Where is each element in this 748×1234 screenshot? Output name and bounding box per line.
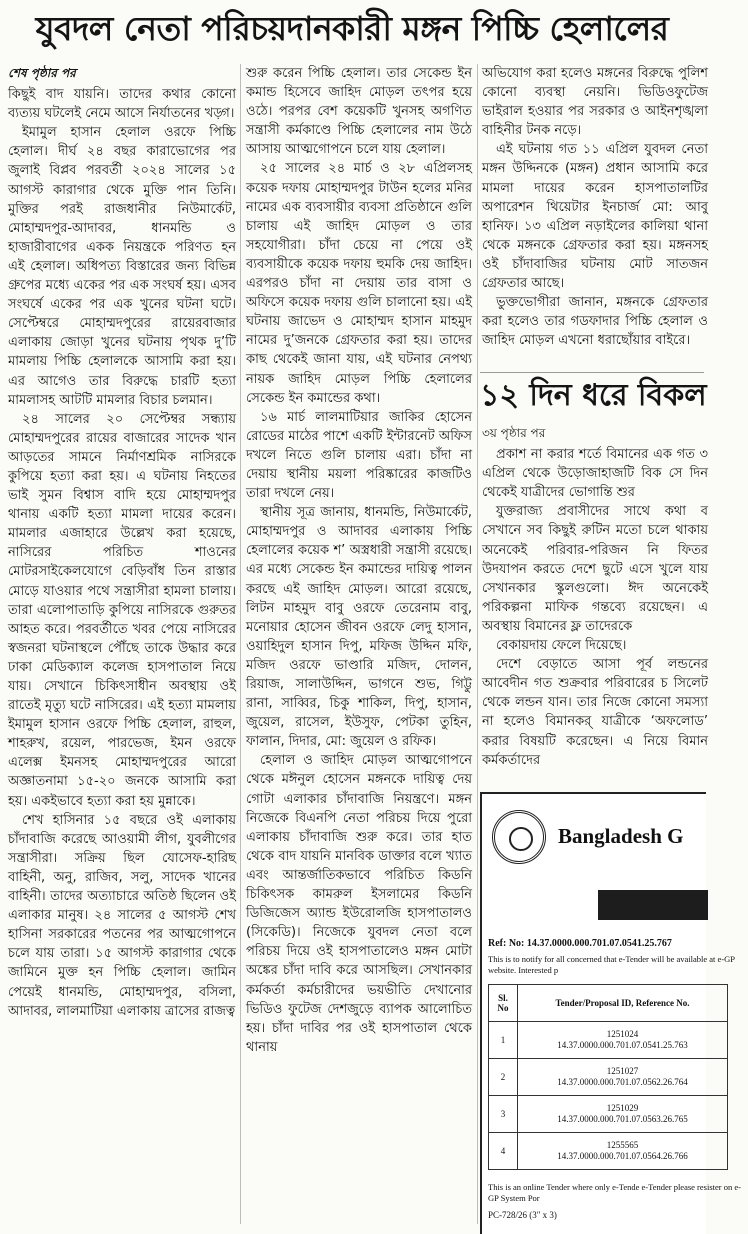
table-cell-sl: 3 — [489, 1096, 518, 1133]
ad-pc-number: PC-728/26 (3" x 3) — [488, 1210, 557, 1220]
tender-advertisement — [480, 792, 741, 1234]
paragraph: শেখ হাসিনার ১৫ বছরে ওই এলাকায় চাঁদাবাজি করেছে আওয়ামী লীগ, যুবলীগের সন্ত্রাসীরা। সক্রিয় ছিল যোসেফ-হারিছ বাহিনী, অনু, রাজিব, সলু, সাদেক খানের বাহিনী। তাদের অত্যাচারে অতিষ্ঠ ছিলেন ওই এলাকার মানুষ। ২৪ সালের ৫ আগস্ট শেখ হাসিনা সরকারের পতনের পর আত্মগোপনে চলে যায় তারা। ১৫ আগস্ট কারাগার থেকে জামিনে মুক্ত হন পিচ্চি হেলাল। জামিন পেয়েই ধানমন্ডি, মোহাম্মদপুর, বসিলা, আদাবর, লালমাটিয়া এলাকায় ত্রাসের রাজত্ব — [8, 812, 236, 1019]
table-cell-sl: 2 — [489, 1059, 518, 1096]
article-column-1 — [8, 64, 236, 1229]
tender-id: 1255565 — [606, 1140, 639, 1150]
tender-ref: 14.37.0000.000.701.07.0562.26.764 — [557, 1077, 688, 1087]
paragraph: ইমামুল হাসান হেলাল ওরফে পিচ্চি হেলাল। দীর্ঘ ২৪ বছর কারাভোগের পর জুলাই বিপ্লব পরবর্তী ২০২৪ সালের ১৫ আগস্ট কারাগার থেকে মুক্তি পান তিনি। মুক্তির পরই রাজধানীর নিউমার্কেট, মোহাম্মদপুর-আদাবর, ধানমন্ডি ও হাজারীবাগের একক নিয়ন্ত্রকে পরিণত হন এই হেলাল। অধিপত্য বিস্তারের জন্য বিভিন্ন গ্রুপের মধ্যে একের পর এক সংঘর্ষ হয়। এসব সংঘর্ষে একের পর এক খুনের ঘটনা ঘটে। সেপ্টেম্বরে মোহাম্মদপুরের রায়েরবাজার এলাকায় জোড়া খুনের ঘটনায় পৃথক দু’টি মামলায় পিচ্চি হেলালকে আসামি করা হয়। এর আগেও তার বিরুদ্ধে চারটি হত্যা মামলাসহ আটটি মামলার বিচার চলমান। — [8, 125, 236, 408]
paragraph: হেলাল ও জাহিদ মোড়ল আত্মগোপনে থেকে মঈনুল হোসেন মঙ্গনকে দায়িত্ব দেয় গোটা এলাকার চাঁদাবাজি নিয়ন্ত্রণে। মঙ্গন নিজেকে বিএনপি নেতা পরিচয় দিয়ে পুরো এলাকায় চাঁদাবাজি শুরু করে। তার হাত থেকে বাদ যায়নি মানবিক ডাক্তার বলে খ্যাত এবং আন্তর্জাতিকভাবে পরিচিত কিডনি চিকিৎসক কামরুল ইসলামের কিডনি ডিজিজেস অ্যান্ড ইউরোলজি হাসপাতালও (সিকেডি)। নিজেকে যুবদল নেতা বলে পরিচয় দিয়ে ওই হাসপাতালেও মঙ্গন মোটা অঙ্কের চাঁদা দাবি করে আসছিল। সেখানকার কর্মকর্তা কর্মচারীদের ভয়ভীতি দেখানোর ভিডিও ফুটেজ দেশজুড়ে ব্যাপক আলোচিত হয়। চাঁদা দাবির পর ওই হাসপাতাল থেকে থানায় — [246, 753, 472, 1055]
table-row — [489, 1022, 728, 1059]
tender-id: 1251024 — [606, 1029, 639, 1039]
column-divider — [240, 64, 241, 1224]
ad-footnote: This is an online Tender where only e-Tende e-Tender please resister on e-GP System Por — [488, 1182, 741, 1203]
paragraph: ১৬ মার্চ লালমাটিয়ার জাকির হোসেন রোডের মাঠের পাশে একটি ইন্টারনেট অফিস দখলে নিতে গুলি চালায় এরা। চাঁদা না দেয়ায় স্থানীয় ময়লা পরিষ্কারের কাজটিও তারা দখলে নেয়। — [246, 409, 472, 502]
paragraph: শুরু করেন পিচ্চি হেলাল। তার সেকেন্ড ইন কমান্ড হিসেবে জাহিদ মোড়ল তৎপর হয়ে ওঠে। পরপর বেশ কয়েকটি খুনসহ অগণিত সন্ত্রাসী কর্মকাণ্ডে পিচ্চি হেলালের নাম উঠে আসায় আত্মগোপনে চলে যায় হেলাল। — [246, 66, 472, 158]
second-article-kicker: ৩য় পৃষ্ঠার পর — [482, 426, 546, 440]
second-article-column — [482, 424, 708, 786]
paragraph: ২৫ সালের ২৪ মার্চ ও ২৮ এপ্রিলসহ কয়েক দফায় মোহাম্মদপুর টাউন হলের মনির নামের এক ব্যবসায়ীর ব্যবসা প্রতিষ্ঠানে গুলি চালায় এই জাহিদ মোড়ল ও তার সহযোগীরা। চাঁদা চেয়ে না পেয়ে ওই ব্যবসায়ীকে কয়েক দফায় হুমকি দেয় জাহিদ। এরপরও চাঁদা না দেয়ায় তার বাসা ও অফিসে কয়েক দফায় গুলি চালানো হয়। এই ঘটনায় জাভেদ ও মোহাম্মদ হাসান মাহমুদ নামের দু’জনকে গ্রেফতার করা হয়। তাদের কাছ থেকেই জানা যায়, এই ঘটনার নেপথ্য নায়ক জাহিদ মোড়ল পিচ্চি হেলালের সেকেন্ড ইন কমান্ডের কথা। — [246, 161, 472, 406]
ad-intro: This is to notify for all concerned that e-Tender will be available at e-GP website. Interested p — [488, 954, 735, 975]
tender-id: 1251027 — [606, 1066, 639, 1076]
table-cell-id — [518, 1133, 728, 1170]
table-cell-sl: 1 — [489, 1022, 518, 1059]
table-row — [489, 1096, 728, 1133]
table-header-row — [489, 985, 728, 1022]
paragraph: দেশে বেড়াতে আসা পূর্ব লন্ডনের আবেদীন গত শুক্রবার পরিবারের চ সিলেট থেকে লন্ডন যান। তার নিজে কোনো সমস্যা না হলেও বিমানকর্ যাত্রীকে ‘অফলোড’ করার বিষয়টি করেছেন। এ নিয়ে বিমান কর্মকর্তাদের — [482, 657, 708, 768]
paragraph: অভিযোগ করা হলেও মঙ্গনের বিরুদ্ধে পুলিশ কোনো ব্যবস্থা নেয়নি। ভিডিওফুটেজ ভাইরাল হওয়ার পর সরকার ও আইনশৃঙ্খলা বাহিনীর টনক নড়ে। — [482, 66, 708, 139]
paragraph: বেকায়দায় ফেলে দিয়েছে। — [496, 638, 627, 654]
government-emblem-icon — [492, 810, 546, 864]
article-column-2 — [246, 64, 472, 1229]
tender-ref: 14.37.0000.000.701.07.0563.26.765 — [557, 1114, 688, 1124]
column-divider — [477, 64, 478, 1224]
paragraph: কিছুই বাদ যায়নি। তাদের কথার কোনো ব্যত্যয় ঘটলেই নেমে আসে নির্যাতনের খড়্গ। — [8, 87, 236, 122]
paragraph: স্থানীয় সূত্র জানায়, ধানমন্ডি, নিউমার্কেট, মোহাম্মদপুর ও আদাবর এলাকায় পিচ্চি হেলালের কয়েক শ’ অস্ত্রধারী সন্ত্রাসী রয়েছে। এর মধ্যে সেকেন্ড ইন কমান্ডের দায়িত্ব পালন করছে এই জাহিদ মোড়ল। আরো রয়েছে, লিটন মাহমুদ বাবু ওরফে তেরেনাম বাবু, মনোয়ার হোসেন জীবন ওরফে লেদু হাসান, ওয়াহিদুল হাসান দিপু, মফিজ উদ্দিন মফি, মজিদ ওরফে ভাণ্ডারি মজিদ, দোলন, রিয়াজ, সালাউদ্দিন, ভাগনে শুভ, গিট্টু রানা, সাব্বির, চিকু শাকিল, দিপু, হাসান, জুয়েল, রাসেল, ইউসুফ, পেটকা তুহিন, ফালান, দিদার, মো: জুয়েল ও রফিক। — [246, 505, 472, 750]
tender-table — [488, 984, 728, 1170]
tender-ref: 14.37.0000.000.701.07.0541.25.763 — [557, 1040, 688, 1050]
headline: যুবদল নেতা পরিচয়দানকারী মঙ্গন পিচ্চি হেলালের — [35, 9, 669, 48]
table-cell-sl: 4 — [489, 1133, 518, 1170]
ad-reference: Ref: No: 14.37.0000.000.701.07.0541.25.767 — [488, 938, 672, 949]
second-article-headline: ১২ দিন ধরে বিকল — [480, 372, 704, 421]
tender-id: 1251029 — [606, 1103, 639, 1113]
paragraph: ২৪ সালের ২০ সেপ্টেম্বর সন্ধ্যায় মোহাম্মদপুরের রায়ের বাজারের সাদেক খান আড়তের সামনে নির্মাণশ্রমিক নাসিরকে কুপিয়ে হত্যা করা হয়। এ ঘটনায় নিহতের ভাই সুমন বিশ্বাস বাদি হয়ে মোহাম্মদপুর থানায় একটি হত্যা মামলা দায়ের করেন। মামলার এজাহারে উল্লেখ করা হয়েছে, নাসিরের পরিচিত শাওনের মোটরসাইকেলযোগে বেড়িবাঁধ তিন রাস্তার মোড়ে যাওয়ার পথে সন্ত্রাসীরা হামলা চালায়। তারা এলোপাতাড়ি কুপিয়ে নাসিরকে গুরুতর আহত করে। পরবর্তীতে খবর পেয়ে নাসিরের স্বজনরা ঘটনাস্থলে পৌঁছে তাকে উদ্ধার করে ঢাকা মেডিক্যাল কলেজ হাসপাতাল নিয়ে যায়। সেখানে চিকিৎসাধীন অবস্থায় ওই রাতেই মৃত্যু ঘটে নাসিরের। এই হত্যা মামলায় ইমামুল হাসান ওরফে পিচ্চি হেলাল, রাহুল, শাহরুখ, রয়েল, পারভেজ, ইমন ওরফে এলেক্স ইমনসহ মোহাম্মদপুরের আরো অজ্ঞাতনামা ১৫-২০ জনকে আসামি করা হয়। একইভাবে হত্যা করা হয় মুন্নাকে। — [8, 411, 236, 809]
article-column-3 — [482, 64, 708, 372]
tender-ref: 14.37.0000.000.701.07.0564.26.766 — [557, 1151, 688, 1161]
table-row — [489, 1059, 728, 1096]
table-cell-id — [518, 1059, 728, 1096]
paragraph: যুক্তরাজ্য প্রবাসীদের সাথে কথা ব সেখানে সব কিছুই রুটিন মতো চলে থাকায় অনেকেই পরিবার-পরিজন নি ফিতর উদযাপন করতে দেশে ছুটে এসে খুলে যায় সেখানকার স্কুলগুলো। ঈদ অনেকেই পরিকল্পনা মাফিক গন্তব্যে রয়েছেন। এ অবস্থায় বিমানের ফ্ল তাদেরকে — [482, 504, 708, 634]
paragraph: প্রকাশ না করার শর্তে বিমানের এক গত ৩ এপ্রিল থেকে উড়োজাহাজটি বিক সে দিন থেকেই যাত্রীদের ভোগান্তি শুর — [482, 447, 708, 501]
article-kicker: শেষ পৃষ্ঠার পর — [8, 66, 76, 80]
table-header: Tender/Proposal ID, Reference No. — [518, 985, 728, 1022]
table-cell-id — [518, 1096, 728, 1133]
paragraph: ভুক্তভোগীরা জানান, মঙ্গনকে গ্রেফতার করা হলেও তার গডফাদার পিচ্চি হেলাল ও জাহিদ মোড়ল এখনো ধরাছোঁয়ার বাইরে। — [482, 295, 708, 349]
paragraph: এই ঘটনায় গত ১১ এপ্রিল যুবদল নেতা মঙ্গন উদ্দিনকে (মঙ্গন) প্রধান আসামি করে মামলা দায়ের করেন হাসপাতালটির অপারেশন থিয়েটার ইনচার্জ মো: আবু হানিফ। ১৩ এপ্রিল নড়াইলের কালিয়া থানা থেকে মঙ্গনকে গ্রেফতার করা হয়। মঙ্গনসহ ওই চাঁদাবাজির ঘটনায় মোট সাতজন গ্রেফতার আছে। — [482, 142, 708, 292]
ad-title-bar — [598, 890, 708, 920]
table-header: Sl. No — [489, 985, 518, 1022]
table-row — [489, 1133, 728, 1170]
ad-organization: Bangladesh G — [558, 824, 684, 848]
table-cell-id — [518, 1022, 728, 1059]
